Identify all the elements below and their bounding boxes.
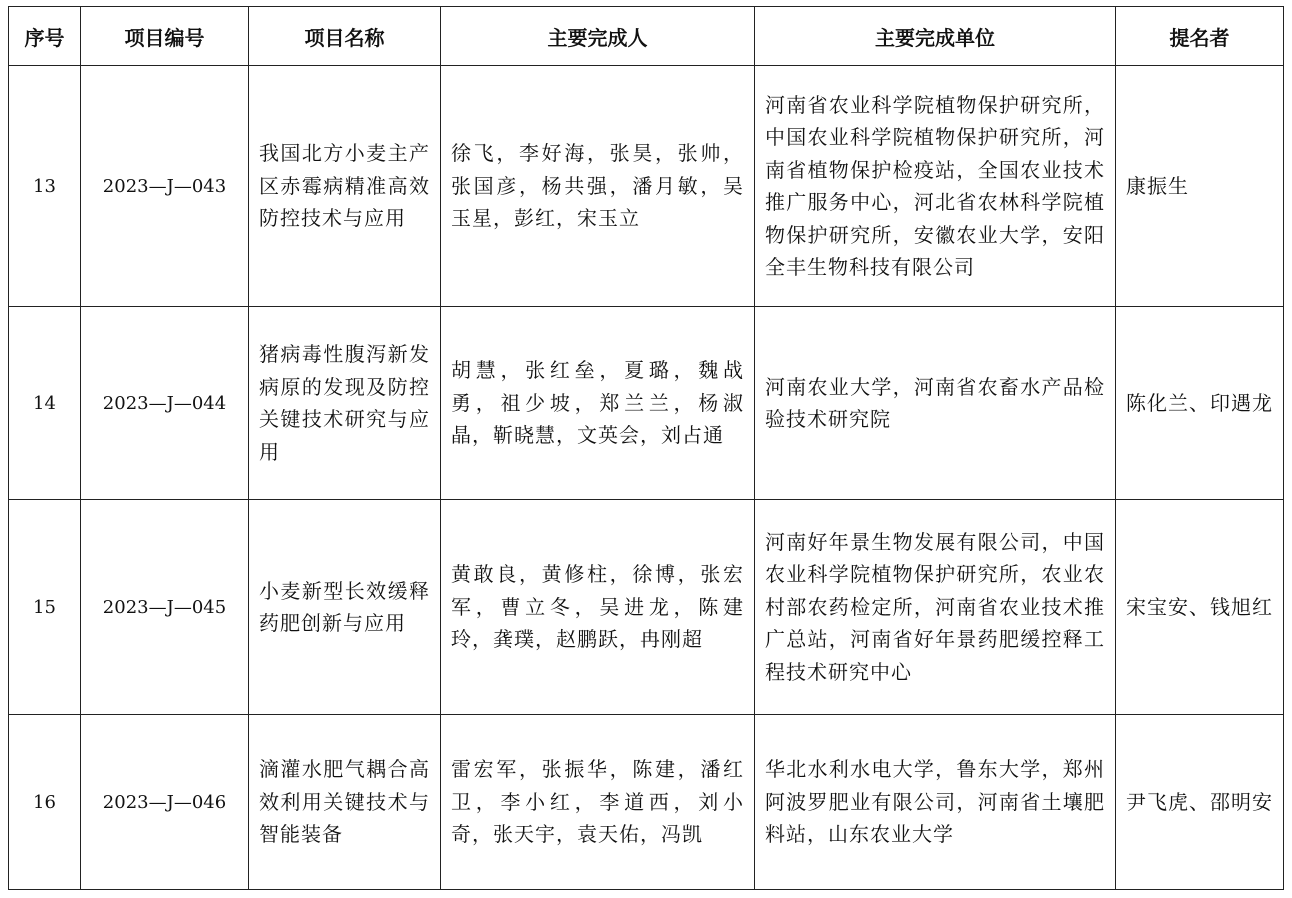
cell-seq: 14 (9, 307, 81, 500)
header-nominator: 提名者 (1116, 7, 1284, 66)
cell-name: 小麦新型长效缓释药肥创新与应用 (249, 500, 441, 715)
cell-code: 2023—J—046 (81, 715, 249, 890)
cell-units: 河南农业大学，河南省农畜水产品检验技术研究院 (755, 307, 1116, 500)
cell-seq: 16 (9, 715, 81, 890)
cell-units: 华北水利水电大学，鲁东大学，郑州阿波罗肥业有限公司，河南省土壤肥料站，山东农业大学 (755, 715, 1116, 890)
cell-code: 2023—J—044 (81, 307, 249, 500)
header-code: 项目编号 (81, 7, 249, 66)
cell-name: 滴灌水肥气耦合高效利用关键技术与智能装备 (249, 715, 441, 890)
header-people: 主要完成人 (441, 7, 755, 66)
cell-people: 雷宏军，张振华，陈建，潘红卫，李小红，李道西，刘小奇，张天宇，袁天佑，冯凯 (441, 715, 755, 890)
cell-nominator: 康振生 (1116, 66, 1284, 307)
header-units: 主要完成单位 (755, 7, 1116, 66)
cell-seq: 13 (9, 66, 81, 307)
cell-people: 胡慧，张红垒，夏璐，魏战勇，祖少坡，郑兰兰，杨淑晶，靳晓慧，文英会，刘占通 (441, 307, 755, 500)
cell-nominator: 宋宝安、钱旭红 (1116, 500, 1284, 715)
cell-people: 徐飞，李好海，张昊，张帅，张国彦，杨共强，潘月敏，吴玉星，彭红，宋玉立 (441, 66, 755, 307)
header-name: 项目名称 (249, 7, 441, 66)
cell-nominator: 尹飞虎、邵明安 (1116, 715, 1284, 890)
cell-people: 黄敢良，黄修柱，徐博，张宏军，曹立冬，吴进龙，陈建玲，龚璞，赵鹏跃，冉刚超 (441, 500, 755, 715)
cell-name: 猪病毒性腹泻新发病原的发现及防控关键技术研究与应用 (249, 307, 441, 500)
table-row (9, 500, 1284, 715)
cell-nominator: 陈化兰、印遇龙 (1116, 307, 1284, 500)
table-row (9, 66, 1284, 307)
cell-code: 2023—J—043 (81, 66, 249, 307)
cell-code: 2023—J—045 (81, 500, 249, 715)
cell-name: 我国北方小麦主产区赤霉病精准高效防控技术与应用 (249, 66, 441, 307)
header-row (9, 7, 1284, 66)
cell-units: 河南好年景生物发展有限公司，中国农业科学院植物保护研究所，农业农村部农药检定所，河南省农业技术推广总站，河南省好年景药肥缓控释工程技术研究中心 (755, 500, 1116, 715)
cell-units: 河南省农业科学院植物保护研究所，中国农业科学院植物保护研究所，河南省植物保护检疫站，全国农业技术推广服务中心，河北省农林科学院植物保护研究所，安徽农业大学，安阳全丰生物科技有限公司 (755, 66, 1116, 307)
cell-seq: 15 (9, 500, 81, 715)
table-row (9, 715, 1284, 890)
awards-table (8, 6, 1284, 890)
header-seq: 序号 (9, 7, 81, 66)
table-row (9, 307, 1284, 500)
